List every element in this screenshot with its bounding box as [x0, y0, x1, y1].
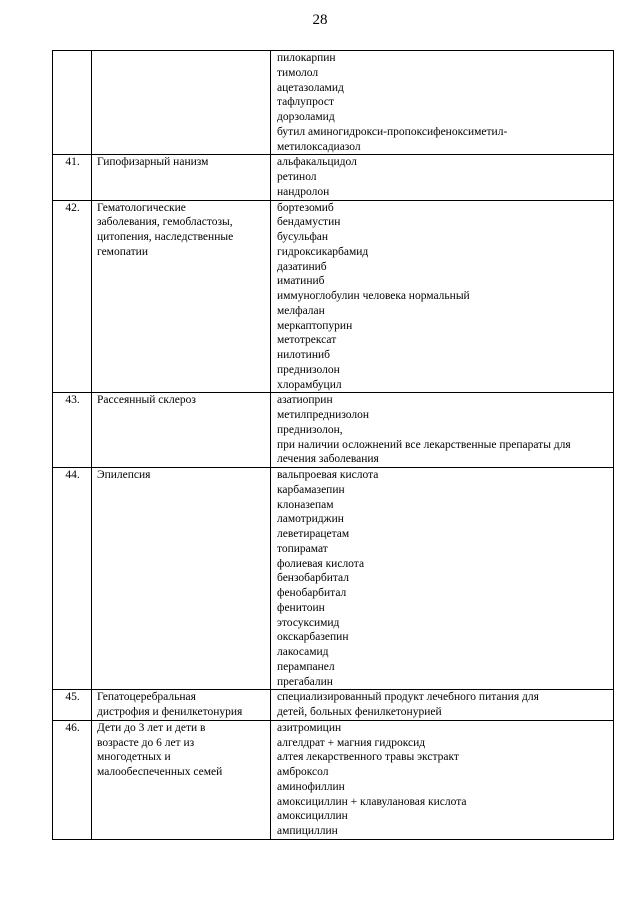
disease-line: Гематологические: [97, 201, 186, 214]
drug-item: фолиевая кислота: [277, 557, 365, 570]
drug-item: детей, больных фенилкетонурией: [277, 706, 442, 718]
drug-item: тимолол: [277, 66, 319, 79]
page-number: 28: [312, 12, 328, 28]
table-row: [53, 468, 614, 690]
disease-line: Гепатоцеребральная: [97, 691, 196, 704]
drug-item: мелфалан: [277, 304, 325, 317]
drug-item: бусульфан: [277, 231, 329, 243]
table-row: [53, 393, 614, 468]
drug-item: меркаптопурин: [277, 319, 353, 332]
drug-item: вальпроевая кислота: [277, 469, 379, 481]
table-row: [53, 155, 614, 200]
disease-line: заболевания, гемобластозы,: [97, 216, 233, 229]
drugs-cell: [271, 690, 614, 721]
drug-item: нилотиниб: [277, 349, 330, 361]
drug-item: тафлупрост: [277, 96, 334, 109]
table-row: [53, 51, 614, 155]
drug-item: амоксициллин: [277, 810, 348, 823]
medication-table-body: [53, 51, 614, 840]
drug-item: пилокарпин: [277, 52, 336, 64]
drug-item: альфакальцидол: [277, 156, 357, 169]
drug-item: дазатиниб: [277, 260, 327, 273]
drug-item: лакосамид: [277, 646, 329, 658]
drug-item: метотрексат: [277, 334, 337, 347]
drug-item: при наличии осложнений все лекарственные препараты для: [277, 438, 571, 451]
disease-cell: [92, 720, 271, 839]
drug-item: топирамат: [277, 542, 328, 555]
drug-item: азатиоприн: [277, 394, 333, 407]
drug-item: специализированный продукт лечебного питания для: [277, 691, 539, 704]
disease-cell: [92, 155, 271, 200]
drug-item: азитромицин: [277, 721, 342, 734]
row-number: 46.: [53, 720, 92, 839]
drugs-cell: [271, 51, 614, 155]
row-number: [53, 51, 92, 155]
drug-item: бендамустин: [277, 216, 341, 229]
drug-item: метилпреднизолон: [277, 409, 370, 421]
medication-table: [52, 50, 614, 840]
disease-line: Эпилепсия: [97, 469, 151, 481]
drug-item: дорзоламид: [277, 111, 335, 123]
drug-item: алгелдрат + магния гидроксид: [277, 736, 426, 749]
drugs-cell: [271, 468, 614, 690]
drug-item: преднизолон,: [277, 423, 343, 436]
disease-cell: [92, 468, 271, 690]
drug-item: фенитоин: [277, 601, 325, 614]
drug-item: метилоксадиазол: [277, 140, 361, 153]
disease-cell: [92, 393, 271, 468]
drug-item: ампициллин: [277, 825, 338, 837]
drugs-cell: [271, 720, 614, 839]
disease-line: малообеспеченных семей: [97, 766, 223, 778]
drug-item: этосуксимид: [277, 616, 340, 629]
drug-item: бортезомиб: [277, 201, 334, 214]
drug-item: амоксициллин + клавулановая кислота: [277, 795, 467, 808]
drug-item: лечения заболевания: [277, 453, 379, 466]
row-number: 41.: [53, 155, 92, 200]
drug-item: алтея лекарственного травы экстракт: [277, 751, 459, 764]
row-number: 43.: [53, 393, 92, 468]
drug-item: амброксол: [277, 766, 329, 778]
drug-item: ретинол: [277, 171, 317, 183]
drug-item: иматиниб: [277, 275, 325, 288]
drug-item: преднизолон: [277, 363, 340, 376]
disease-cell: [92, 200, 271, 393]
disease-line: Дети до 3 лет и дети в: [97, 721, 206, 734]
drug-item: бутил аминогидрокси-пропоксифеноксиметил-: [277, 125, 508, 138]
disease-line: Рассеянный склероз: [97, 394, 196, 407]
drug-item: фенобарбитал: [277, 587, 347, 599]
row-number: 44.: [53, 468, 92, 690]
disease-line: Гипофизарный нанизм: [97, 156, 209, 169]
drug-item: иммуноглобулин человека нормальный: [277, 290, 470, 302]
disease-line: многодетных и: [97, 751, 171, 764]
table-row: [53, 690, 614, 721]
drug-item: ламотриджин: [277, 513, 344, 526]
disease-line: дистрофия и фенилкетонурия: [97, 706, 243, 718]
drug-item: ацетазоламид: [277, 81, 344, 94]
drug-item: аминофиллин: [277, 780, 345, 793]
disease-line: цитопения, наследственные: [97, 231, 234, 243]
drug-item: окскарбазепин: [277, 631, 349, 644]
drug-item: гидроксикарбамид: [277, 245, 369, 258]
table-row: [53, 720, 614, 839]
drugs-cell: [271, 393, 614, 468]
disease-cell: [92, 51, 271, 155]
drug-item: бензобарбитал: [277, 572, 350, 585]
drug-item: нандролон: [277, 185, 330, 198]
drug-item: клоназепам: [277, 498, 334, 511]
drug-item: перампанел: [277, 660, 335, 673]
row-number: 45.: [53, 690, 92, 721]
disease-line: гемопатии: [97, 245, 148, 258]
drug-item: прегабалин: [277, 675, 333, 688]
row-number: 42.: [53, 200, 92, 393]
disease-line: возрасте до 6 лет из: [97, 736, 195, 749]
drugs-cell: [271, 155, 614, 200]
table-row: [53, 200, 614, 393]
drug-item: хлорамбуцил: [277, 378, 342, 391]
disease-cell: [92, 690, 271, 721]
drugs-cell: [271, 200, 614, 393]
drug-item: карбамазепин: [277, 483, 345, 496]
drug-item: леветирацетам: [277, 528, 350, 540]
